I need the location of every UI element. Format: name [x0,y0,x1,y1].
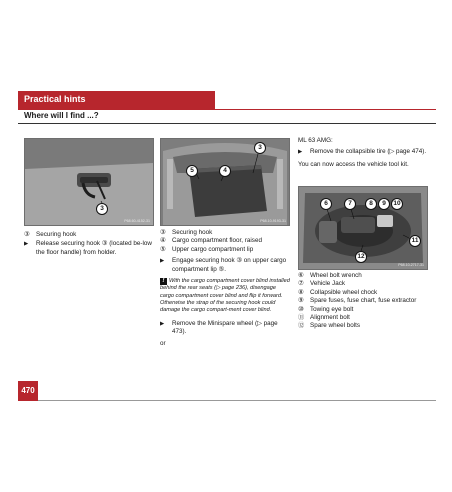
legend-text: Securing hook [36,231,77,238]
instruction-text: Remove the collapsible tire (▷ page 474). [310,148,427,156]
callout-6: 6 [320,198,332,210]
image-code: P68.10-9193-31 [260,219,286,223]
instruction-step [160,320,290,337]
legend-item [298,289,438,297]
legend-number: ⑧ [298,288,304,296]
legend-item [298,297,438,305]
legend-text: Securing hook [172,229,213,236]
page-subtitle: Where will I find ...? [24,111,99,120]
legend-item [24,231,152,239]
callout-4: 4 [219,165,231,177]
legend-item [160,229,290,237]
legend-number: ⑨ [298,297,304,305]
arrow-bullet-icon: ▶ [298,149,303,156]
callout-7: 7 [344,198,356,210]
warning-icon: ! [160,278,167,285]
legend-item [298,322,438,330]
image-code: P68.10-2717-31 [398,263,424,267]
legend-text: Cargo compartment floor, raised [172,237,262,245]
access-text: You can now access the vehicle tool kit. [298,160,409,168]
subtitle-rule [18,123,436,124]
instruction-text: Engage securing hook ③ on upper cargo compartment lip ⑤. [172,257,287,273]
legend-item [298,280,438,288]
securing-hook-illustration [25,139,153,225]
right-legend [298,272,438,331]
legend-text: Spare fuses, fuse chart, fuse extractor [310,297,417,305]
left-text [24,231,152,257]
legend-text: Collapsible wheel chock [310,288,378,296]
legend-item [298,306,438,314]
legend-text: Vehicle Jack [310,280,346,288]
arrow-bullet-icon: ▶ [24,241,29,248]
legend-number: ③ [24,231,30,238]
legend-number: ⑤ [160,245,166,253]
callout-5: 5 [186,165,198,177]
callout-12: 12 [355,251,367,263]
right-intro [298,137,438,169]
legend-item [298,314,438,322]
legend-number: ⑥ [298,272,304,279]
instruction-step [160,257,290,274]
callout-8: 8 [365,198,377,210]
page-number: 470 [21,386,35,395]
middle-text [160,229,290,349]
legend-text: Upper cargo compartment lip [172,245,254,253]
header-rule [18,109,436,110]
legend-item [298,272,438,280]
callout-10: 10 [391,198,403,210]
instruction-text: Release securing hook ③ (located be-low the floor handle) from holder. [36,240,152,256]
image-code: P68.60-4152-31 [124,219,150,223]
legend-item [160,237,290,245]
instruction-step [298,148,438,156]
legend-number: ⑪ [298,314,305,322]
callout-3: 3 [254,142,266,154]
warning-text: With the cargo compartment cover blind installed behind the rear seats (▷ page 236), disengage cargo compartment cover blind and flip it forward. Otherwise the strap of the securing hook could damage the cargo compart-ment cover blind. [160,278,290,314]
or-text: or [160,340,166,348]
instruction-step [24,240,152,257]
callout-11: 11 [409,235,421,247]
legend-number: ⑫ [298,322,305,330]
section-title: Practical hints [24,94,86,104]
model-label: ML 63 AMG: [298,137,333,144]
legend-number: ③ [160,229,166,236]
arrow-bullet-icon: ▶ [160,258,165,265]
legend-number: ④ [160,237,166,245]
legend-text: Towing eye bolt [310,305,354,313]
legend-text: Wheel bolt wrench [310,272,362,279]
footer-rule [38,400,436,401]
securing-hook-photo [24,138,154,226]
cargo-floor-photo [160,138,290,226]
callout-9: 9 [378,198,390,210]
legend-item [160,246,290,254]
legend-text: Spare wheel bolts [310,322,361,330]
instruction-text: Remove the Minispare wheel (▷ page 473). [172,319,278,335]
warning-note [160,278,290,314]
cargo-floor-illustration [161,139,289,225]
tool-kit-photo [298,186,428,270]
legend-text: Alignment bolt [310,314,350,322]
legend-number: ⑩ [298,305,304,313]
legend-number: ⑦ [298,280,304,288]
arrow-bullet-icon: ▶ [160,320,165,327]
callout-3: 3 [96,203,108,215]
